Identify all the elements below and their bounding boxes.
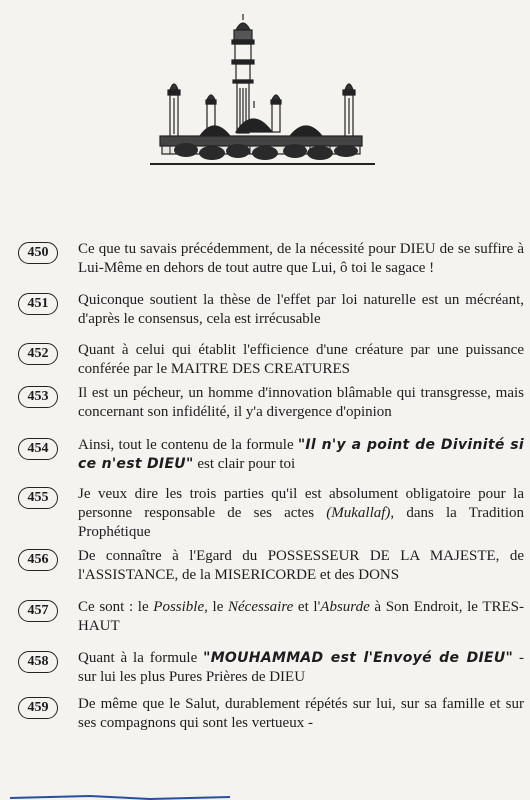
verse-text-segment: Quant à celui qui établit l'efficience d'une créature par une puissance conférée par le MAITRE DES CREATURES xyxy=(78,342,524,377)
verse-number-badge: 458 xyxy=(18,651,58,673)
bottom-edge-smudge xyxy=(0,790,530,800)
mosque-illustration xyxy=(150,8,375,173)
verse-item xyxy=(18,547,524,585)
verse-item xyxy=(18,341,524,379)
verse-text-segment: Quant à la formule xyxy=(78,650,204,666)
verse-number-badge: 455 xyxy=(18,487,58,509)
verse-item xyxy=(18,695,524,733)
verse-text-segment: est clair pour toi xyxy=(193,456,296,472)
verse-item xyxy=(18,240,524,278)
verse-text xyxy=(78,547,524,585)
verse-text-segment: (Mukallaf) xyxy=(326,505,391,521)
verse-text xyxy=(78,485,524,542)
verse-text xyxy=(78,341,524,379)
verse-text-segment: , le xyxy=(204,599,229,615)
verse-item xyxy=(18,598,524,636)
verse-text-segment: De connaître à l'Egard du POSSESSEUR DE LA MAJESTE, de l'ASSISTANCE, de la MISERICORDE et des DONS xyxy=(78,548,524,583)
verse-number-badge: 452 xyxy=(18,343,58,365)
verse-number-badge: 456 xyxy=(18,549,58,571)
verse-number-badge: 457 xyxy=(18,600,58,622)
verse-text-segment: De même que le Salut, durablement répétés sur lui, sur sa famille et sur ses compagnons qui sont les vertueux - xyxy=(78,696,524,731)
verse-number-badge: 459 xyxy=(18,697,58,719)
verse-text xyxy=(78,240,524,278)
verse-text-segment: "Il n'y a point de Divinité si ce n'est DIEU" xyxy=(78,437,524,472)
verse-text xyxy=(78,384,524,422)
verse-item xyxy=(18,436,524,474)
verse-item xyxy=(18,649,524,687)
verse-number-badge: 453 xyxy=(18,386,58,408)
mosque-icon xyxy=(150,8,375,173)
verse-text-segment: Possible xyxy=(153,599,205,615)
verse-text-segment: Nécessaire xyxy=(228,599,294,615)
verse-text-segment: à Son Endroit, le TRES-HAUT xyxy=(78,599,524,634)
verse-text-segment: , dans la Tradition Prophétique xyxy=(78,505,524,540)
verse-text-segment: - sur lui les plus Pures Prières de DIEU xyxy=(78,650,524,685)
verse-text xyxy=(78,695,524,733)
verse-text xyxy=(78,436,524,474)
verse-text-segment: et l' xyxy=(293,599,321,615)
verse-text xyxy=(78,598,524,636)
verse-text-segment: Ainsi, tout le contenu de la formule xyxy=(78,437,298,453)
verse-item xyxy=(18,485,524,542)
verse-text-segment: Ce sont : le xyxy=(78,599,154,615)
verse-text-segment: "MOUHAMMAD est l'Envoyé de DIEU" xyxy=(203,650,514,666)
verse-item xyxy=(18,384,524,422)
verse-item xyxy=(18,291,524,329)
verse-text-segment: Absurde xyxy=(320,599,370,615)
verse-number-badge: 454 xyxy=(18,438,58,460)
verse-text xyxy=(78,291,524,329)
verse-text-segment: Ce que tu savais précédemment, de la nécessité pour DIEU de se suffire à Lui-Même en dehors de tout autre que Lui, ô toi le sagace ! xyxy=(78,241,524,276)
verse-number-badge: 451 xyxy=(18,293,58,315)
verse-number-badge: 450 xyxy=(18,242,58,264)
verse-text-segment: Quiconque soutient la thèse de l'effet par loi naturelle est un mécréant, d'après le consensus, cela est irrécusable xyxy=(78,292,524,327)
verse-text-segment: Je veux dire les trois parties qu'il est absolument obligatoire pour la personne responsable de ses actes xyxy=(78,486,524,521)
verse-text-segment: Il est un pécheur, un homme d'innovation blâmable qui transgresse, mais concernant son infidélité, il y'a divergence d'opinion xyxy=(78,385,524,420)
verse-text xyxy=(78,649,524,687)
